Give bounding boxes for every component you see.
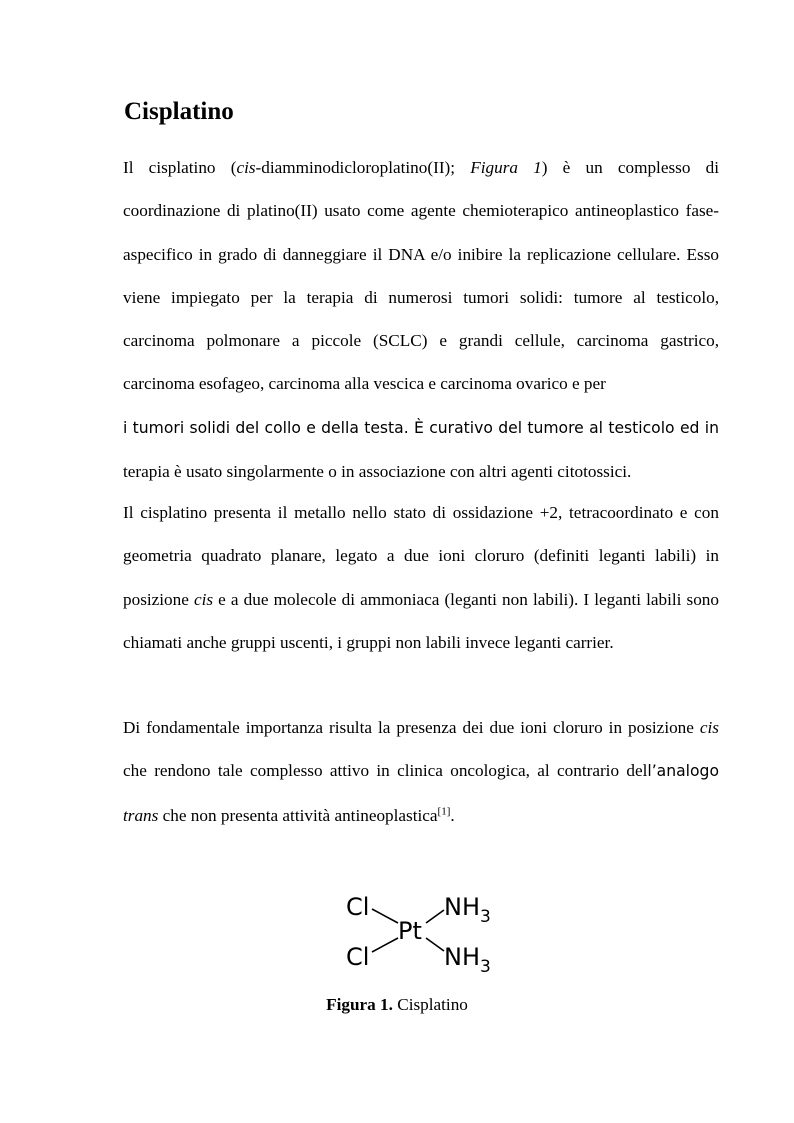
- p3-text-2: che rendono tale complesso attivo in clinica oncologica, al contrario del: [123, 761, 648, 781]
- p1-italic-cis: cis: [236, 158, 256, 177]
- p1-text-3: ) è un complesso di coordinazione di platino(II) usato come agente chemioterapico antineoplastico fase-aspecifico in grado di danneggiare il DNA e/o inibire la replicazione cellulare. Esso viene impiegato per la terapia di numerosi tumori solidi: tumore al testicolo, carcinoma polmonare a piccole (SCLC) e grandi cellule, carcinoma gastrico, carcinoma esofageo, carcinoma alla vescica e carcinoma ovarico e per: [123, 158, 719, 394]
- p3-text-end: .: [450, 805, 455, 825]
- structure-cl-bottom: Cl: [346, 943, 370, 971]
- p2-text-2: e a due molecole di ammoniaca (leganti non labili). I leganti labili sono chiamati anche gruppi uscenti, i gruppi non labili invece leganti carrier.: [123, 589, 719, 652]
- paragraph-1-line-sans: [123, 406, 719, 450]
- p2-italic-cis: cis: [193, 589, 214, 609]
- p3-text-1: Di fondamentale importanza risulta la presenza dei due ioni cloruro in posizione: [123, 718, 700, 737]
- paragraph-1: [123, 146, 719, 493]
- paragraph-3: [123, 706, 719, 837]
- bond-cl-bottom: [372, 938, 398, 952]
- paragraph-1-main: [123, 146, 719, 406]
- citation-ref[interactable]: [1]: [437, 804, 451, 817]
- bond-nh3-top: [426, 910, 444, 923]
- section-title: Cisplatino: [124, 98, 234, 125]
- structure-pt: Pt: [398, 917, 422, 945]
- caption-label: Figura 1.: [326, 995, 393, 1014]
- figure-caption: [0, 993, 794, 1017]
- p3-text-3: che non presenta attività antineoplastica: [158, 805, 438, 825]
- p3-italic-cis: cis: [699, 718, 719, 737]
- structure-nh3-top: $NH_3$: [444, 893, 491, 927]
- structure-cl-top: Cl: [346, 893, 370, 921]
- p3-text-analogo: l’analogo: [647, 762, 719, 781]
- p1-text-4: i tumori solidi del collo e della testa. È curativo del tumore al testicolo ed in: [123, 418, 719, 437]
- bond-cl-top: [372, 909, 398, 923]
- cisplatin-structure: [340, 888, 510, 980]
- paragraph-2: [123, 491, 719, 664]
- p1-text-2: -diamminodicloroplatino(II);: [255, 158, 471, 177]
- paragraph-3-text: [123, 706, 719, 837]
- caption-text: Cisplatino: [392, 995, 468, 1014]
- paragraph-1-tail: [123, 450, 719, 493]
- p1-text-1: Il cisplatino (: [123, 158, 237, 177]
- paragraph-2-text: [123, 491, 719, 664]
- p3-italic-trans: trans: [123, 805, 159, 825]
- structure-nh3-bottom: $NH_3$: [444, 943, 491, 977]
- bond-nh3-bottom: [426, 938, 444, 951]
- p1-italic-figura: Figura 1: [470, 158, 542, 177]
- p2-text-1: Il cisplatino presenta il metallo nello stato di ossidazione +2, tetracoordinato e con geometria quadrato planare, legato a due ioni cloruro (definiti leganti labili) in posizione: [123, 503, 719, 609]
- p1-text-5: terapia è usato singolarmente o in associazione con altri agenti citotossici.: [123, 462, 632, 482]
